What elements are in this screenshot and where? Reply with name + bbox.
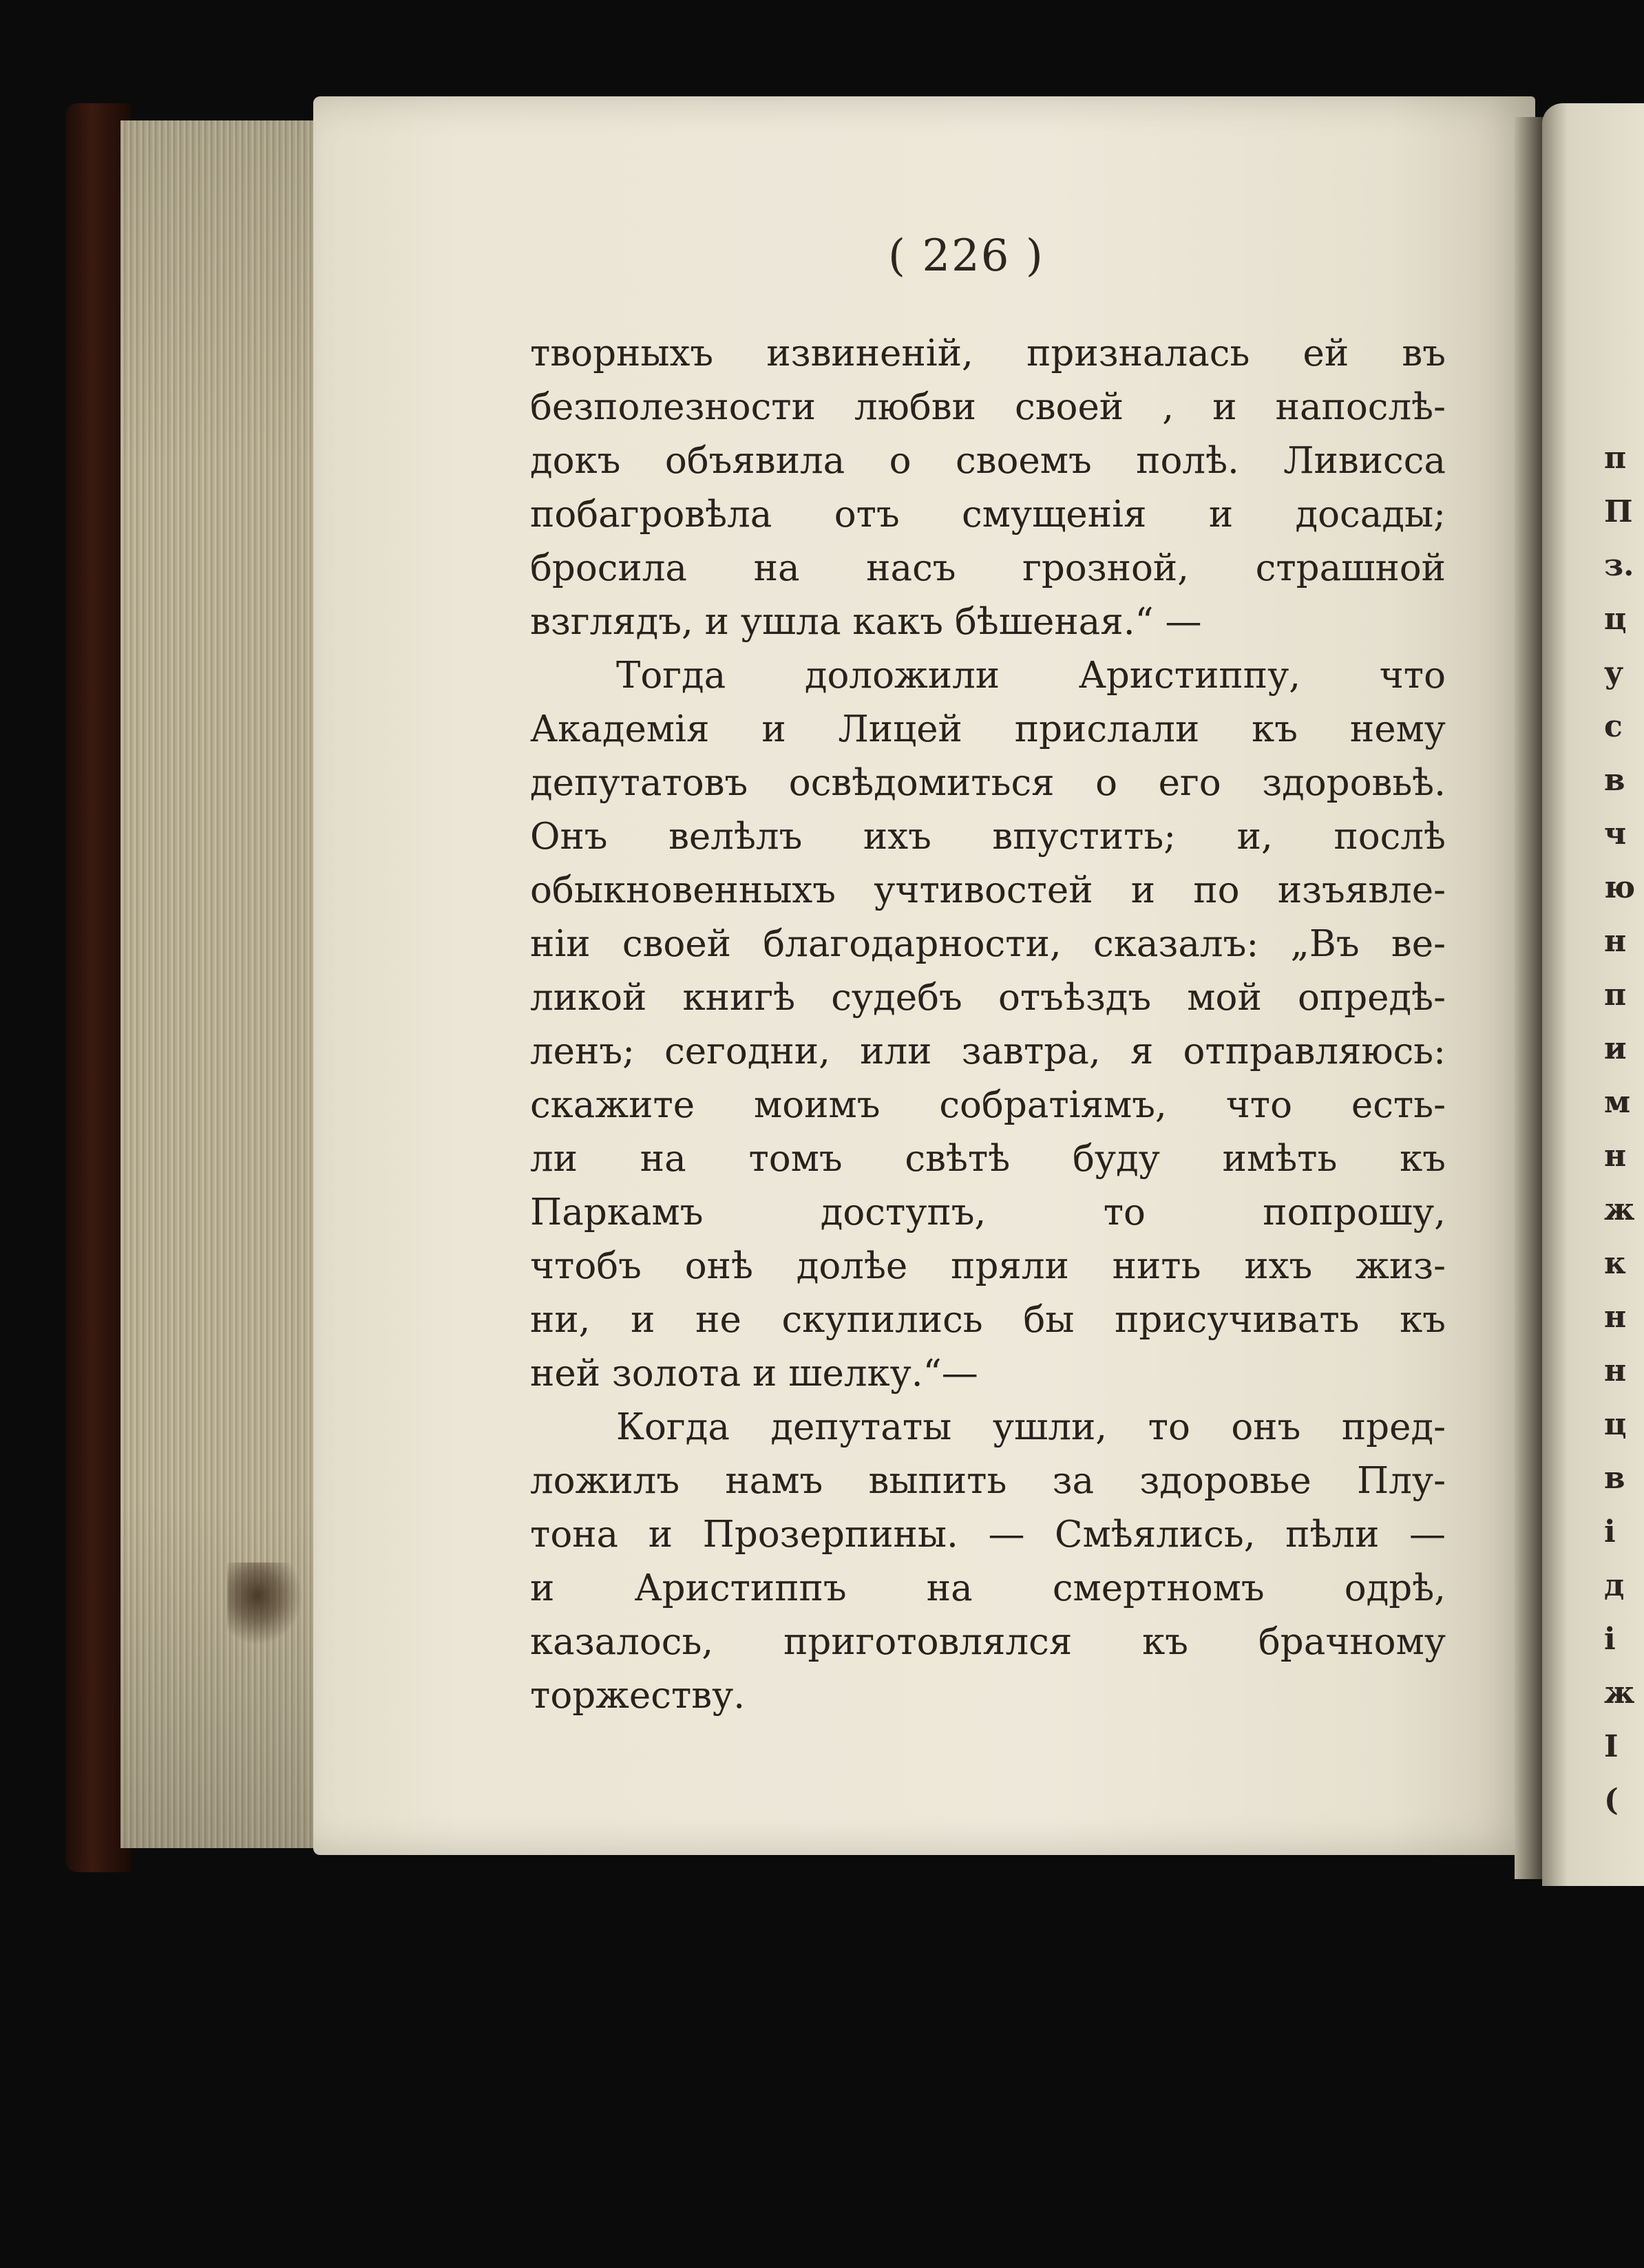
page-number: ( 226 ): [888, 231, 1044, 282]
facing-page-letter: з.: [1604, 548, 1634, 583]
text-line: чтобъ онѣ долѣе пряли нить ихъ жиз-: [530, 1245, 1446, 1287]
text-line: ленъ; сегодни, или завтра, я отправляюсь:: [530, 1030, 1446, 1072]
facing-page-letter: І: [1604, 1729, 1619, 1764]
page-text: [530, 327, 1446, 1723]
facing-page-letter: в: [1604, 1461, 1625, 1496]
text-line: скажите моимъ собратіямъ, что есть-: [530, 1084, 1446, 1126]
text-line: и Аристиппъ на смертномъ одрѣ,: [530, 1567, 1446, 1609]
text-line: побагровѣла отъ смущенія и досады;: [530, 494, 1446, 536]
text-line: докъ объявила о своемъ полѣ. Ливисса: [530, 440, 1446, 482]
text-line: ложилъ намъ выпить за здоровье Плу-: [530, 1460, 1446, 1502]
facing-page-letter: (: [1604, 1783, 1619, 1818]
text-line: ней золота и шелку.“—: [530, 1353, 978, 1395]
facing-page-letter: ч: [1604, 816, 1627, 851]
text-line: Паркамъ доступъ, то попрошу,: [530, 1191, 1446, 1233]
text-line: ни, и не скупились бы присучивать къ: [530, 1299, 1446, 1341]
facing-page-letter: п: [1604, 977, 1627, 1013]
facing-page-letter: у: [1604, 655, 1624, 690]
text-line: тона и Прозерпины. — Смѣялись, пѣли —: [530, 1514, 1446, 1556]
facing-page-letter: д: [1604, 1568, 1625, 1603]
facing-page-letter: н: [1604, 1138, 1627, 1174]
text-line: депутатовъ освѣдомиться о его здоровьѣ.: [530, 762, 1446, 804]
text-line: обыкновенныхъ учтивостей и по изъявле-: [530, 869, 1446, 911]
text-line: ніи своей благодарности, сказалъ: „Въ ве-: [530, 923, 1446, 965]
text-line: ликой книгѣ судебъ отъѣздъ мой опредѣ-: [530, 977, 1446, 1019]
text-line: Академія и Лицей прислали къ нему: [530, 708, 1446, 750]
text-line: Когда депутаты ушли, то онъ пред-: [616, 1406, 1446, 1448]
facing-page-letter: ц: [1604, 1407, 1627, 1442]
facing-page-letter: в: [1604, 763, 1625, 798]
facing-page-letter: м: [1604, 1085, 1631, 1120]
facing-page-letter: П: [1604, 494, 1633, 529]
facing-page-letter: н: [1604, 1353, 1627, 1388]
facing-page-letter: н: [1604, 1300, 1627, 1335]
ink-stain: [227, 1562, 303, 1645]
text-line: творныхъ извиненій, призналась ей въ: [530, 332, 1446, 374]
facing-page-letter: ж: [1604, 1192, 1635, 1227]
facing-page-letter: п: [1604, 441, 1627, 476]
facing-page-letter: с: [1604, 709, 1623, 744]
facing-page-letter: ц: [1604, 602, 1627, 637]
facing-page-letter: і: [1604, 1622, 1616, 1657]
facing-page-letter: к: [1604, 1246, 1626, 1281]
text-line: взглядъ, и ушла какъ бѣшеная.“ —: [530, 601, 1202, 643]
text-line: Онъ велѣлъ ихъ впустить; и, послѣ: [530, 816, 1446, 858]
facing-page-letter: ю: [1604, 870, 1636, 905]
facing-page-letter: ж: [1604, 1675, 1635, 1710]
facing-page: [1542, 103, 1644, 1886]
facing-page-letter: н: [1604, 924, 1627, 959]
text-line: безполезности любви своей , и напослѣ-: [530, 386, 1446, 428]
facing-page-letter: і: [1604, 1514, 1616, 1549]
text-line: казалось, приготовлялся къ брачному: [530, 1621, 1446, 1663]
text-line: бросила на насъ грозной, страшной: [530, 547, 1446, 589]
text-line: ли на томъ свѣтѣ буду имѣть къ: [530, 1138, 1446, 1180]
facing-page-letter: и: [1604, 1031, 1627, 1066]
text-line: Тогда доложили Аристиппу, что: [616, 655, 1446, 697]
text-line: торжеству.: [530, 1675, 746, 1717]
